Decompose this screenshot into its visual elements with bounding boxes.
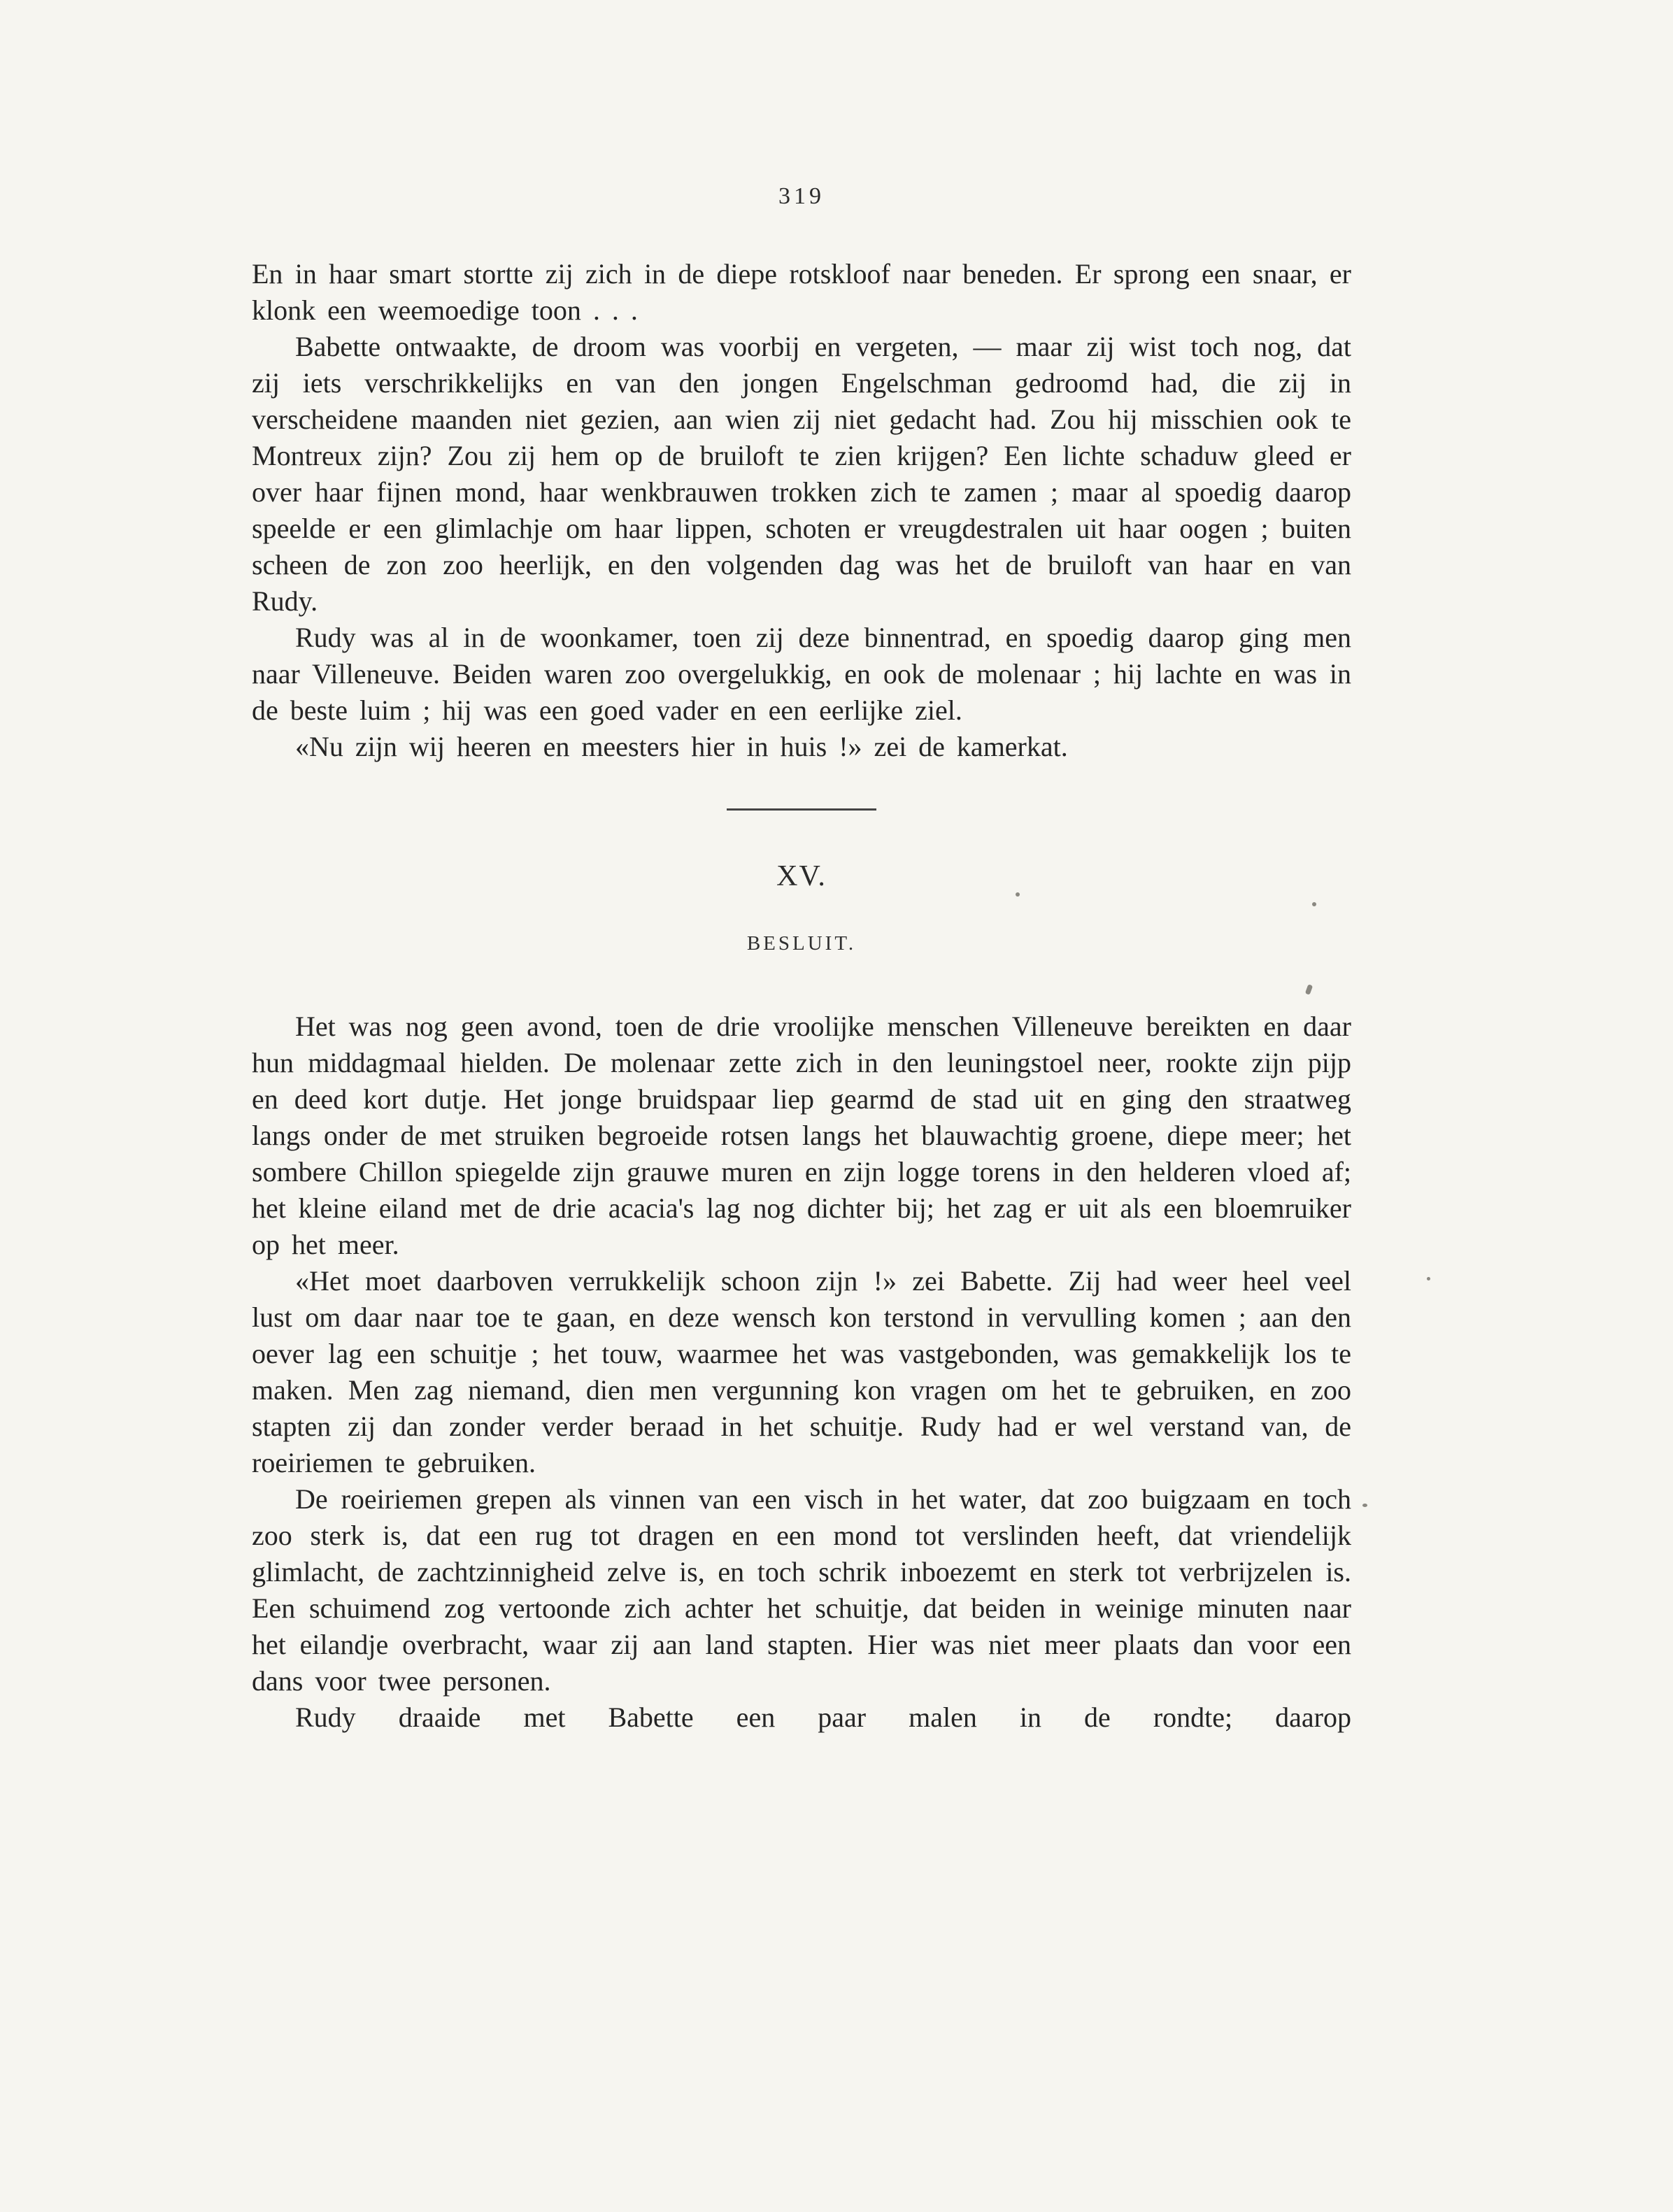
paragraph: Rudy draaide met Babette een paar malen in de rondte; daarop [295,1701,1351,1733]
paragraph: En in haar smart stortte zij zich in de diepe rotskloof naar beneden. Er sprong een snaar, er klonk een weemoedige toon . . . [252,258,1351,326]
paragraph: «Nu zijn wij heeren en meesters hier in huis !» zei de kamerkat. [295,731,1068,762]
chapter-subtitle: BESLUIT. [746,932,857,955]
scan-speck [1016,892,1020,897]
paragraph: Rudy was al in de woonkamer, toen zij deze binnentrad, en spoedig daarop ging men naar Villeneuve. Beiden waren zoo overgelukkig, en ook de molenaar ; hij lachte en was in de beste luim ; hij was een goed vader en een eerlijke ziel. [252,622,1351,726]
paragraph: Babette ontwaakte, de droom was voorbij en vergeten, — maar zij wist toch nog, dat zij iets verschrikkelijks en van den jongen Engelschman gedroomd had, die zij in verscheidene maanden niet gezien, aan wien zij niet gedacht had. Zou hij misschien ook te Montreux zijn? Zou zij hem op de bruiloft te zien krijgen? Een lichte schaduw gleed er over haar fijnen mond, haar wenkbrauwen trokken zich te zamen ; maar al spoedig daarop speelde er een glimlachje om haar lippen, schoten er vreugdestralen uit haar oogen ; buiten scheen de zon zoo heerlijk, en den volgenden dag was het de bruiloft van haar en van Rudy. [252,331,1351,617]
text-column [252,183,1351,1736]
page-number: 319 [778,183,825,209]
scan-speck [1312,902,1316,906]
scan-speck [1427,1277,1430,1280]
paragraph: De roeiriemen grepen als vinnen van een visch in het water, dat zoo buigzaam en toch zoo sterk is, dat een rug tot dragen en een mond tot verslinden heeft, dat vriendelijk glimlacht, de zachtzinnigheid zelve is, en toch schrik inboezemt en sterk tot verbrijzelen is. Een schuimend zog vertoonde zich achter het schuitje, dat beiden in weinige minuten naar het eilandje overbracht, waar zij aan land stapten. Hier was niet meer plaats dan voor een dans voor twee personen. [252,1483,1351,1697]
chapter-number-heading: XV. [776,860,827,892]
section-divider [727,808,876,811]
paragraph: Het was nog geen avond, toen de drie vroolijke menschen Villeneuve bereikten en daar hun middagmaal hielden. De molenaar zette zich in den leuningstoel neer, rookte zijn pijp en deed kort dutje. Het jonge bruidspaar liep gearmd de stad uit en ging den straatweg langs onder de met struiken begroeide rotsen langs het blauwachtig groene, diepe meer; het sombere Chillon spiegelde zijn grauwe muren en zijn logge torens in den helderen vloed af; het kleine eiland met de drie acacia's lag nog dichter bij; het zag er uit als een bloemruiker op het meer. [252,1011,1351,1260]
paragraph: «Het moet daarboven verrukkelijk schoon zijn !» zei Babette. Zij had weer heel veel lust om daar naar toe te gaan, en deze wensch kon terstond in vervulling komen ; aan den oever lag een schuitje ; het touw, waarmee het was vastgebonden, was gemakkelijk los te maken. Men zag niemand, dien men vergunning kon vragen om het te gebruiken, en zoo stapten zij dan zonder verder beraad in het schuitje. Rudy had er wel verstand van, de roeiriemen te gebruiken. [252,1265,1351,1478]
scan-speck [1362,1504,1367,1507]
